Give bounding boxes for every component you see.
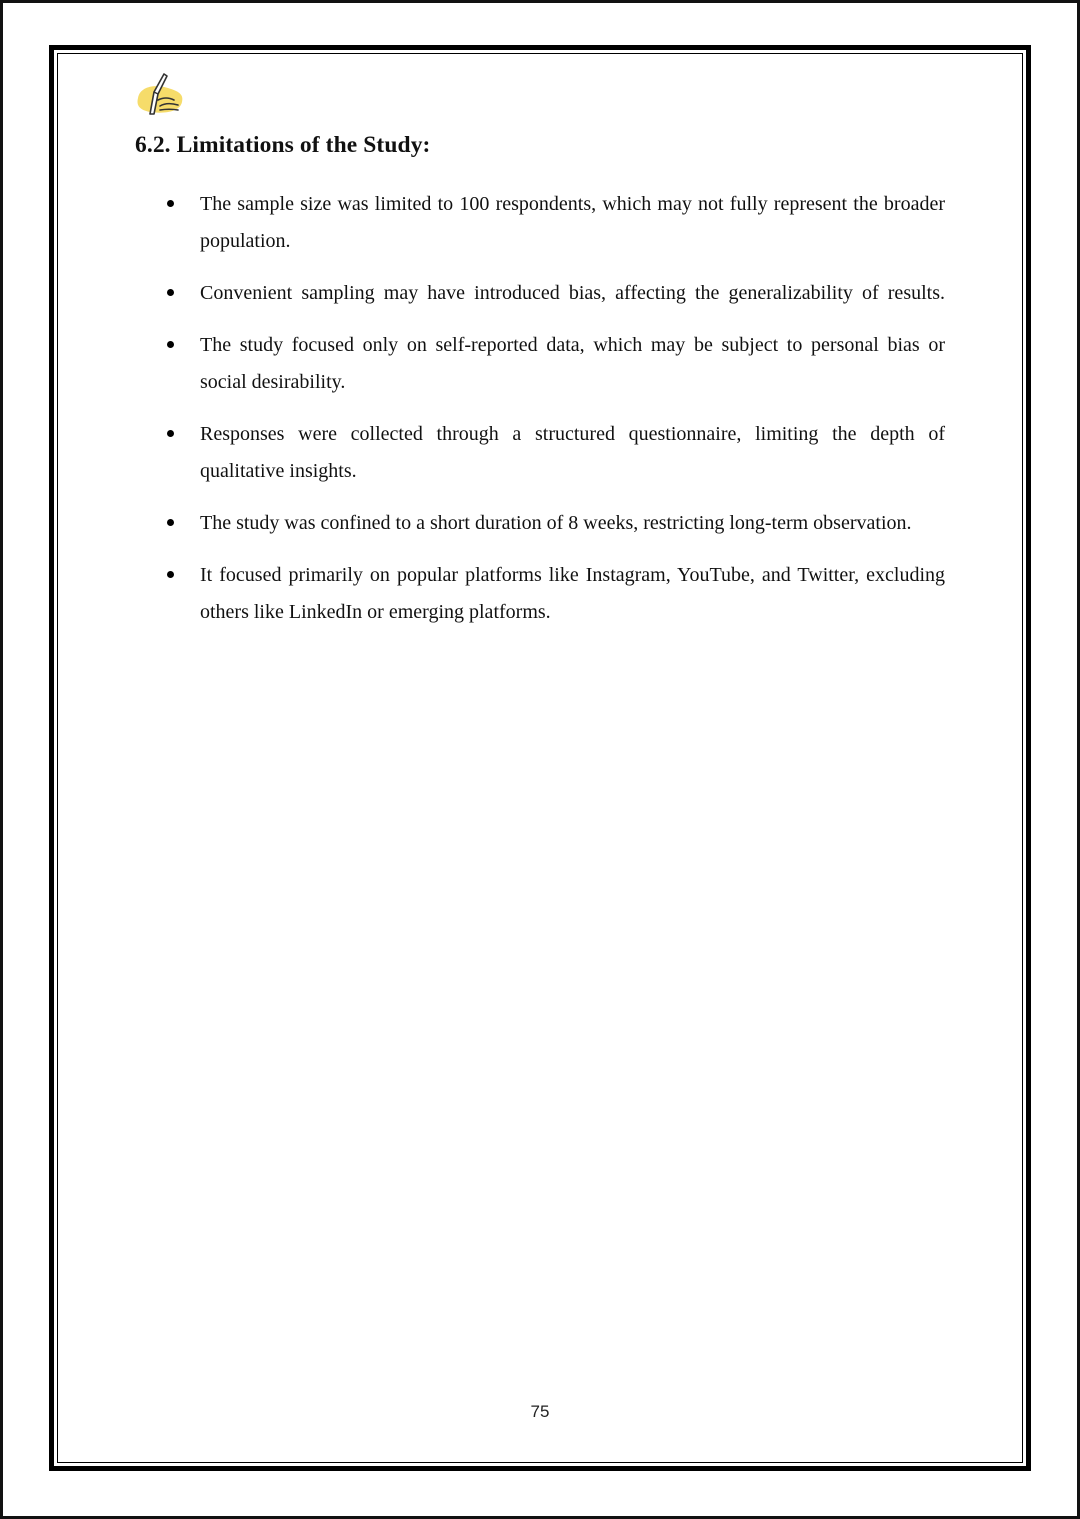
pen-writing-icon bbox=[134, 70, 190, 118]
section-heading: 6.2. Limitations of the Study: bbox=[135, 132, 431, 158]
list-item-text: The study focused only on self-reported data, which may be subject to personal bias or social desirability. bbox=[200, 334, 945, 393]
list-item-text: Convenient sampling may have introduced bias, affecting the generalizability of results. bbox=[200, 282, 945, 304]
list-item bbox=[200, 327, 945, 401]
bullet-icon bbox=[167, 571, 174, 578]
bullet-icon bbox=[167, 200, 174, 207]
list-item-text: The sample size was limited to 100 respondents, which may not fully represent the broader population. bbox=[200, 193, 945, 252]
list-item bbox=[200, 186, 945, 260]
list-item-text: It focused primarily on popular platforms like Instagram, YouTube, and Twitter, excluding others like LinkedIn or emerging platforms. bbox=[200, 564, 945, 623]
bullet-icon bbox=[167, 289, 174, 296]
list-item-text: The study was confined to a short duration of 8 weeks, restricting long-term observation. bbox=[200, 512, 912, 534]
list-item bbox=[200, 557, 945, 631]
bullet-icon bbox=[167, 519, 174, 526]
bullet-icon bbox=[167, 430, 174, 437]
list-item bbox=[200, 505, 945, 542]
limitations-list bbox=[200, 186, 945, 646]
list-item bbox=[200, 416, 945, 490]
bullet-icon bbox=[167, 341, 174, 348]
list-item bbox=[200, 275, 945, 312]
list-item-text: Responses were collected through a structured questionnaire, limiting the depth of qualitative insights. bbox=[200, 423, 945, 482]
page-number: 75 bbox=[530, 1402, 550, 1421]
